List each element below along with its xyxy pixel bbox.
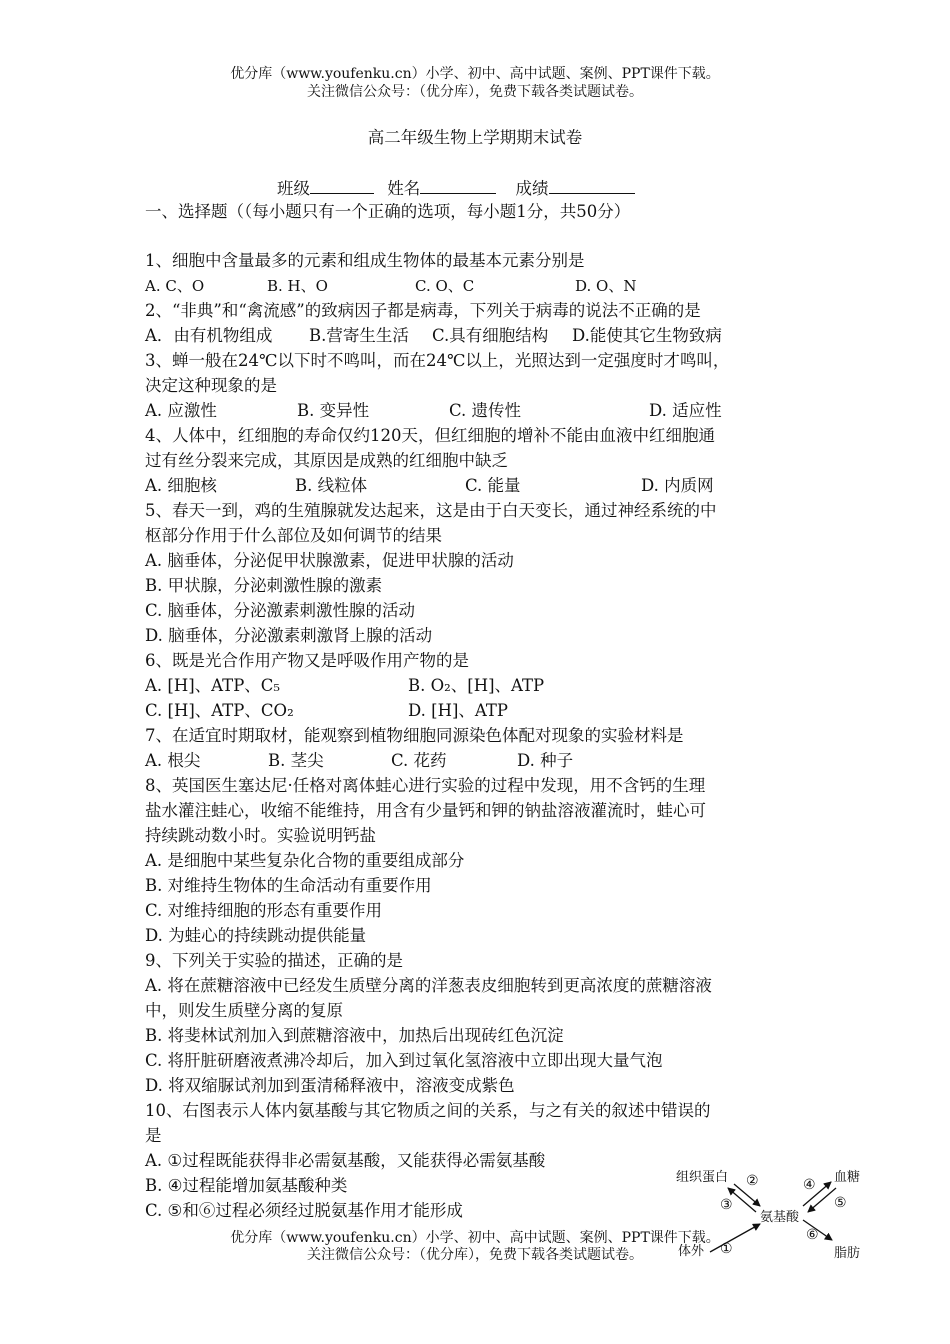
class-blank[interactable] [310,177,374,194]
q6-option-c[interactable]: C. [H]、ATP、CO₂ [145,701,294,720]
q5-option-c[interactable]: C. 脑垂体，分泌激素刺激性腺的活动 [145,601,416,620]
q6-option-a[interactable]: A. [H]、ATP、C₅ [145,676,281,695]
q8-option-c[interactable]: C. 对维持细胞的形态有重要作用 [145,901,383,920]
q8-text-2: 盐水灌注蛙心，收缩不能维持，用含有少量钙和钾的钠盐溶液灌流时，蛙心可 [145,801,706,820]
section-heading: 一、选择题（（每小题只有一个正确的选项，每小题1分，共50分） [145,202,631,221]
step-2-label: ② [746,1173,759,1189]
step-1-label: ① [720,1241,733,1257]
q7-option-b[interactable]: B. 茎尖 [268,751,324,770]
score-blank[interactable] [549,177,635,194]
q8-option-d[interactable]: D. 为蛙心的持续跳动提供能量 [145,926,367,945]
q7-option-d[interactable]: D. 种子 [517,751,574,770]
header-line-1: 优分库（www.youfenku.cn）小学、初中、高中试题、案例、PPT课件下载。 [230,66,720,82]
q8-option-a[interactable]: A. 是细胞中某些复杂化合物的重要组成部分 [145,851,465,870]
q8-option-b[interactable]: B. 对维持生物体的生命活动有重要作用 [145,876,432,895]
student-info [277,177,635,199]
q3-text-2: 决定这种现象的是 [145,376,277,395]
q9-option-c[interactable]: C. 将肝脏研磨液煮沸冷却后，加入到过氧化氢溶液中立即出现大量气泡 [145,1051,663,1070]
name-blank[interactable] [420,177,496,194]
score-label: 成绩 [515,179,549,198]
q8-text-1: 8、英国医生塞达尼·任格对离体蛙心进行实验的过程中发现，用不含钙的生理 [145,776,706,795]
q5-text-2: 枢部分作用于什么部位及如何调节的结果 [145,526,442,545]
q1-options [145,276,636,296]
q6-option-b[interactable]: B. O₂、[H]、ATP [408,676,545,695]
q1-option-d[interactable]: D. O、N [575,277,637,295]
step-3-label: ③ [720,1197,733,1213]
q9-option-b[interactable]: B. 将斐林试剂加入到蔗糖溶液中，加热后出现砖红色沉淀 [145,1026,564,1045]
q3-text-1: 3、蝉一般在24℃以下时不鸣叫，而在24℃以上，光照达到一定强度时才鸣叫， [145,351,730,370]
q10-text-2: 是 [145,1126,162,1145]
q5-option-a[interactable]: A. 脑垂体，分泌促甲状腺激素，促进甲状腺的活动 [145,551,514,570]
class-label: 班级 [277,179,310,198]
q4-option-d[interactable]: D. 内质网 [641,476,714,495]
q9-option-d[interactable]: D. 将双缩脲试剂加到蛋清稀释液中，溶液变成紫色 [145,1076,515,1095]
footer-line-1: 优分库（www.youfenku.cn）小学、初中、高中试题、案例、PPT课件下载。 [230,1230,720,1246]
q9-text: 9、下列关于实验的描述，正确的是 [145,951,403,970]
q2-option-d[interactable]: D.能使其它生物致病 [572,326,722,345]
blood-sugar-label: 血糖 [834,1170,861,1185]
q7-option-c[interactable]: C. 花药 [391,751,447,770]
q2-option-b[interactable]: B.营寄生生活 [309,326,409,345]
q1-option-a[interactable]: A. C、O [145,277,205,295]
amino-acid-label: 氨基酸 [760,1210,800,1225]
tissue-protein-label: 组织蛋白 [676,1170,729,1185]
q9-option-a-2[interactable]: 中，则发生质壁分离的复原 [145,1001,343,1020]
q4-options [145,476,714,496]
q4-option-b[interactable]: B. 线粒体 [295,476,368,495]
q3-option-c[interactable]: C. 遗传性 [449,401,522,420]
q1-option-c[interactable]: C. O、C [415,277,475,295]
q6-options-row-1 [145,676,544,696]
q3-option-a[interactable]: A. 应激性 [145,401,217,420]
q6-text: 6、既是光合作用产物又是呼吸作用产物的是 [145,651,469,670]
header-line-2: 关注微信公众号：（优分库），免费下载各类试题试卷。 [307,84,643,100]
q5-option-b[interactable]: B. 甲状腺，分泌刺激性腺的激素 [145,576,383,595]
fat-label: 脂肪 [834,1246,861,1261]
q8-text-3: 持续跳动数小时。实验说明钙盐 [145,826,376,845]
q5-option-d[interactable]: D. 脑垂体，分泌激素刺激肾上腺的活动 [145,626,433,645]
q3-option-b[interactable]: B. 变异性 [297,401,370,420]
q4-text-1: 4、人体中，红细胞的寿命仅约120天，但红细胞的增补不能由血液中红细胞通 [145,426,715,445]
q2-option-c[interactable]: C.具有细胞结构 [432,326,549,345]
q3-options [145,401,722,421]
q2-option-a[interactable]: A．由有机物组成 [145,326,273,345]
name-label: 姓名 [387,179,421,198]
outside-label: 体外 [678,1244,705,1259]
q10-text-1: 10、右图表示人体内氨基酸与其它物质之间的关系，与之有关的叙述中错误的 [145,1101,711,1120]
q6-options-row-2 [145,701,508,721]
step-5-label: ⑤ [834,1195,847,1211]
page-title: 高二年级生物上学期期末试卷 [367,128,583,147]
q2-text: 2、“非典”和“禽流感”的致病因子都是病毒，下列关于病毒的说法不正确的是 [145,301,701,320]
q2-options [145,326,722,346]
q5-text-1: 5、春天一到，鸡的生殖腺就发达起来，这是由于白天变长，通过神经系统的中 [145,501,717,520]
q7-options [145,751,573,771]
footer-line-2: 关注微信公众号：（优分库），免费下载各类试题试卷。 [307,1247,643,1263]
q4-text-2: 过有丝分裂来完成，其原因是成熟的红细胞中缺乏 [145,451,508,470]
q7-text: 7、在适宜时期取材，能观察到植物细胞同源染色体配对现象的实验材料是 [145,726,684,745]
q1-option-b[interactable]: B. H、O [267,277,328,295]
q6-option-d[interactable]: D. [H]、ATP [408,701,509,720]
q7-option-a[interactable]: A. 根尖 [145,751,201,770]
q10-option-a[interactable]: A. ①过程既能获得非必需氨基酸，又能获得必需氨基酸 [145,1151,546,1170]
step-4-label: ④ [803,1177,816,1193]
q9-option-a-1[interactable]: A. 将在蔗糖溶液中已经发生质壁分离的洋葱表皮细胞转到更高浓度的蔗糖溶液 [145,976,712,995]
q1-text: 1、细胞中含量最多的元素和组成生物体的最基本元素分别是 [145,251,585,270]
q4-option-a[interactable]: A. 细胞核 [145,476,217,495]
q10-option-b[interactable]: B. ④过程能增加氨基酸种类 [145,1176,348,1195]
q3-option-d[interactable]: D. 适应性 [649,401,722,420]
q10-option-c[interactable]: C. ⑤和⑥过程必须经过脱氨基作用才能形成 [145,1201,463,1220]
step-6-label: ⑥ [806,1227,819,1243]
q4-option-c[interactable]: C. 能量 [465,476,521,495]
